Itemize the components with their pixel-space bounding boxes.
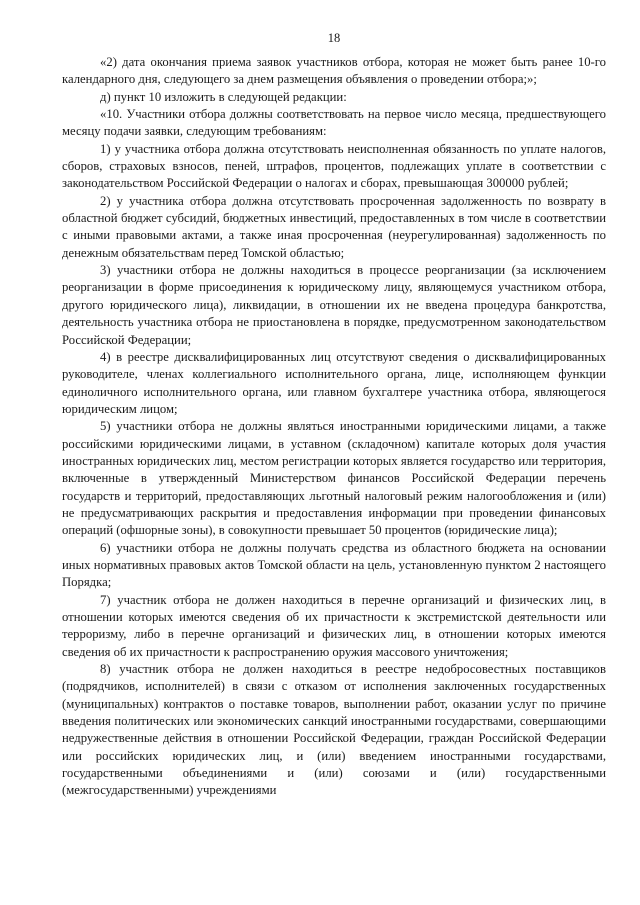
paragraph-requirement-4: 4) в реестре дисквалифицированных лиц отсутствуют сведения о дисквалифицированных руководителе, членах коллегиального исполнительного органа, лице, исполняющем функции единоличного исполнительного органа, или главном бухгалтере участника отбора, являющегося юридическим лицом;: [62, 349, 606, 416]
document-body: [62, 54, 606, 800]
paragraph-requirement-7: 7) участник отбора не должен находиться в перечне организаций и физических лиц, в отношении которых имеются сведения об их причастности к экстремистской деятельности или терроризму, либо в перечне организаций и физических лиц, в отношении которых имеются сведения об их причастности к распространению оружия массового уничтожения;: [62, 592, 606, 659]
paragraph-requirement-1: 1) у участника отбора должна отсутствовать неисполненная обязанность по уплате налогов, сборов, страховых взносов, пеней, штрафов, процентов, подлежащих уплате в соответствии с законодательством Российской Федерации о налогах и сборах, превышающая 300000 рублей;: [62, 141, 606, 191]
paragraph-requirement-8: 8) участник отбора не должен находиться в реестре недобросовестных поставщиков (подрядчиков, исполнителей) в связи с отказом от исполнения заключенных государственных (муниципальных) контрактов о поставке товаров, выполнении работ, оказании услуг по причине введения политических или экономических санкций иностранными государствами, совершающими недружественные действия в отношении Российской Федерации, граждан Российской Федерации или российских юридических лиц, и (или) введением иностранными государствами, государственными объединениями и (или) союзами и (или) государственными (межгосударственными) учреждениями: [62, 662, 606, 798]
paragraph-requirement-3: 3) участники отбора не должны находиться в процессе реорганизации (за исключением реорганизации в форме присоединения к юридическому лицу, являющемуся участником отбора, другого юридического лица), ликвидации, в отношении их не введена процедура банкротства, деятельность участника отбора не приостановлена в порядке, предусмотренном законодательством Российской Федерации;: [62, 263, 606, 347]
paragraph-requirement-6: 6) участники отбора не должны получать средства из областного бюджета на основании иных нормативных правовых актов Томской области на цель, установленную пунктом 2 настоящего Порядка;: [62, 540, 606, 590]
paragraph-clause-10-intro: «10. Участники отбора должны соответствовать на первое число месяца, предшествующего месяцу подачи заявки, следующим требованиям:: [62, 107, 606, 139]
paragraph-item-2-deadline: «2) дата окончания приема заявок участников отбора, которая не может быть ранее 10-го календарного дня, следующего за днем размещения объявления о проведении отбора;»;: [62, 55, 606, 87]
page-number: 18: [327, 31, 341, 45]
paragraph-subclause-d: д) пункт 10 изложить в следующей редакции:: [100, 89, 347, 104]
paragraph-requirement-2: 2) у участника отбора должна отсутствовать просроченная задолженность по возврату в областной бюджет субсидий, бюджетных инвестиций, предоставленных в том числе в соответствии с иными правовыми актами, а также иная просроченная (неурегулированная) задолженность по денежным обязательствам перед Томской областью;: [62, 193, 606, 260]
paragraph-requirement-5: 5) участники отбора не должны являться иностранными юридическими лицами, а также российскими юридическими лицами, в уставном (складочном) капитале которых доля участия иностранных юридических лиц, местом регистрации которых является государство или территория, включенные в утвержденный Министерством финансов Российской Федерации перечень государств и территорий, предоставляющих льготный налоговый режим налогообложения и (или) не предусматривающих раскрытия и предоставления информации при проведении финансовых операций (офшорные зоны), в совокупности превышает 50 процентов (юридические лица);: [62, 419, 606, 538]
